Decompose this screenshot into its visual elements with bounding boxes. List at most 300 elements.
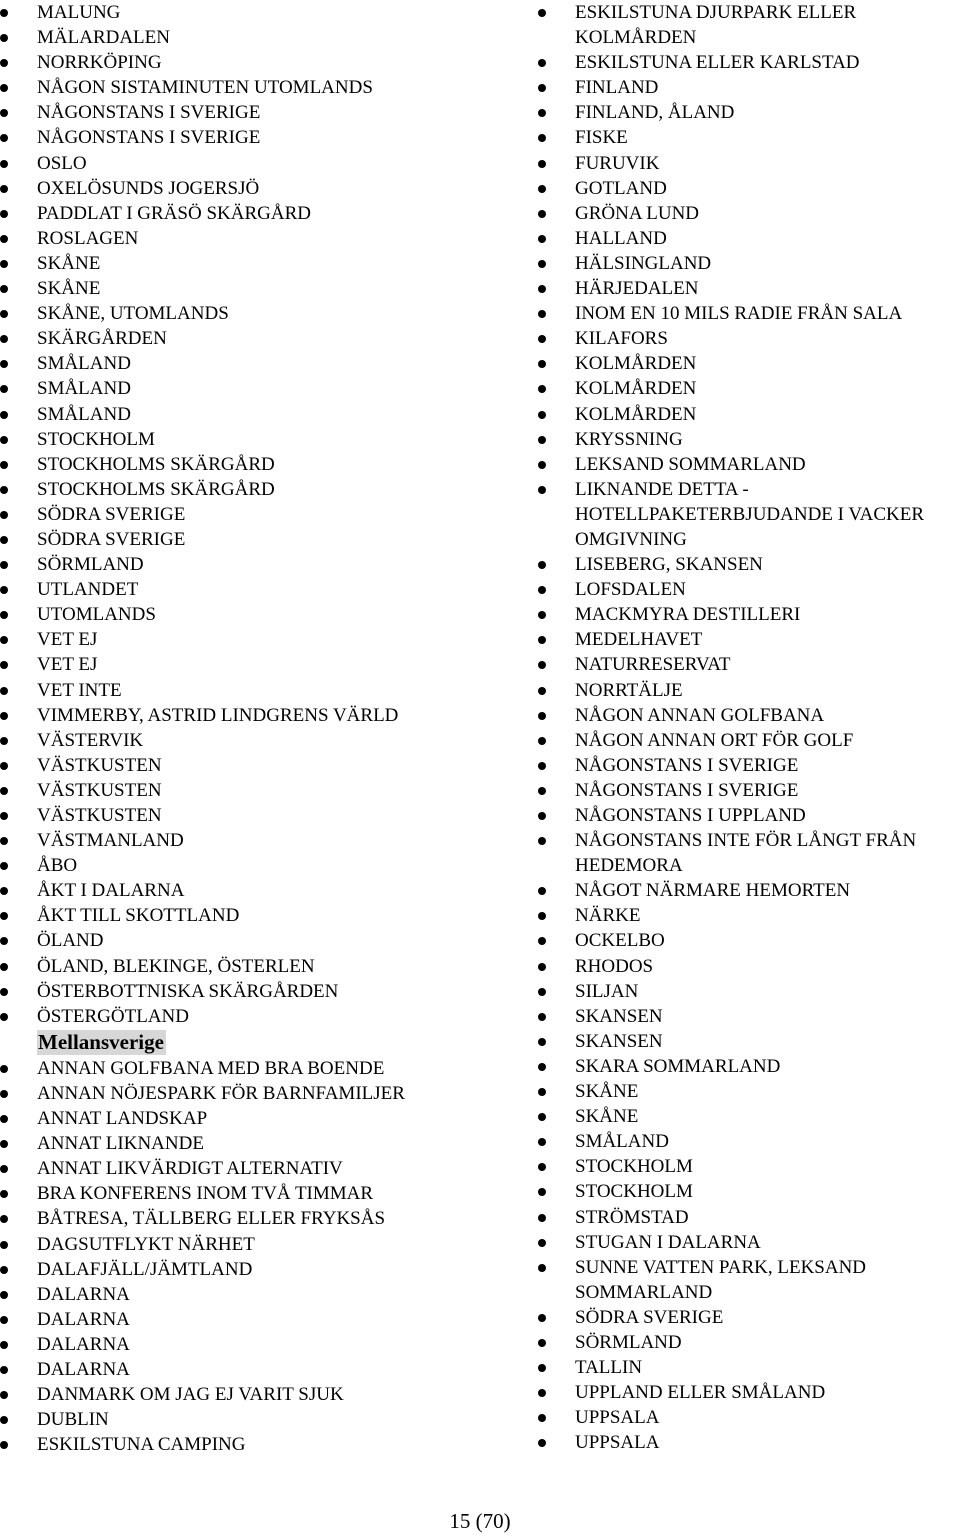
list-item <box>538 1129 960 1154</box>
list-item-text: DALARNA <box>37 1283 130 1305</box>
bullet-icon <box>538 235 546 243</box>
list-item-text: ÖSTERGÖTLAND <box>37 1005 189 1027</box>
bullet-icon <box>538 1339 546 1347</box>
list-item <box>0 226 470 251</box>
list-item <box>0 1357 470 1382</box>
list-item <box>0 778 470 803</box>
list-item <box>0 1156 470 1181</box>
bullet-icon <box>0 84 8 92</box>
bullet-icon <box>0 109 8 117</box>
list-item-text: OCKELBO <box>575 930 665 952</box>
list-item-text: ÖLAND, BLEKINGE, ÖSTERLEN <box>37 955 315 977</box>
list-item-text: VÄSTKUSTEN <box>37 805 162 826</box>
list-item <box>538 778 960 803</box>
bullet-icon <box>0 636 8 644</box>
list-item <box>0 427 470 452</box>
list-item-text: INOM EN 10 MILS RADIE FRÅN SALA <box>575 303 903 325</box>
list-item-text: KRYSSNING <box>575 428 683 450</box>
list-item-text: SMÅLAND <box>575 1131 669 1153</box>
list-item-text: SÖRMLAND <box>575 1331 682 1353</box>
list-item <box>0 1106 470 1131</box>
list-item-text: FURUVIK <box>575 152 660 174</box>
bullet-icon <box>0 737 8 745</box>
list-item <box>538 1430 960 1455</box>
bullet-icon <box>538 762 546 770</box>
list-item <box>538 1079 960 1104</box>
bullet-icon <box>538 937 546 945</box>
list-item-text: DALAFJÄLL/JÄMTLAND <box>37 1258 253 1280</box>
left-column-list <box>0 0 470 1457</box>
list-item-text: DALARNA <box>37 1358 130 1380</box>
list-item <box>538 1305 960 1330</box>
list-item-text: DANMARK OM JAG EJ VARIT SJUK <box>37 1384 344 1406</box>
bullet-icon <box>538 385 546 393</box>
list-item <box>0 703 470 728</box>
list-item-text: NÄRKE <box>575 905 641 927</box>
list-item-text: ANNAN GOLFBANA MED BRA BOENDE <box>37 1057 385 1079</box>
list-item-text: FINLAND, ÅLAND <box>575 102 735 124</box>
list-item-text: FINLAND <box>575 77 659 99</box>
list-item <box>0 50 470 75</box>
list-item <box>538 1179 960 1204</box>
bullet-icon <box>0 285 8 293</box>
bullet-icon <box>0 59 8 67</box>
list-item <box>538 627 960 652</box>
list-item-text: DUBLIN <box>37 1409 109 1431</box>
list-item <box>538 753 960 778</box>
list-item <box>0 0 470 25</box>
list-item <box>0 1432 470 1457</box>
bullet-icon <box>0 9 8 17</box>
list-item-text: DAGSUTFLYKT NÄRHET <box>37 1233 255 1255</box>
bullet-icon <box>538 285 546 293</box>
bullet-icon <box>0 586 8 594</box>
bullet-icon <box>538 1138 546 1146</box>
list-item-text: GOTLAND <box>575 177 667 199</box>
list-item-text: SKÄRGÅRDEN <box>37 328 167 350</box>
list-item <box>538 1205 960 1230</box>
list-item <box>0 201 470 226</box>
bullet-icon <box>0 661 8 669</box>
list-item-text: VÄSTMANLAND <box>37 830 184 852</box>
list-item <box>0 452 470 477</box>
list-item <box>0 176 470 201</box>
list-item-text: SKÅNE <box>37 278 101 300</box>
bullet-icon <box>538 812 546 820</box>
bullet-icon <box>538 210 546 218</box>
list-item <box>0 326 470 351</box>
bullet-icon <box>0 611 8 619</box>
list-item <box>0 552 470 577</box>
list-item <box>538 100 960 125</box>
list-item-text: NÅGONSTANS INTE FÖR LÅNGT FRÅN HEDEMORA <box>575 830 917 877</box>
bullet-icon <box>0 912 8 920</box>
list-item-text: ÅKT TILL SKOTTLAND <box>37 905 240 927</box>
list-item-text: MEDELHAVET <box>575 629 703 651</box>
list-item <box>0 1056 470 1081</box>
list-item-text: VIMMERBY, ASTRID LINDGRENS VÄRLD <box>37 704 399 726</box>
bullet-icon <box>538 1088 546 1096</box>
list-item <box>538 176 960 201</box>
bullet-icon <box>538 1163 546 1171</box>
list-item-text: UTLANDET <box>37 579 139 601</box>
bullet-icon <box>0 1140 8 1148</box>
list-item <box>0 301 470 326</box>
bullet-icon <box>0 1165 8 1173</box>
list-item <box>538 75 960 100</box>
bullet-icon <box>0 210 8 218</box>
list-item <box>538 1355 960 1380</box>
list-item <box>538 1029 960 1054</box>
list-item <box>538 201 960 226</box>
list-item-text: KOLMÅRDEN <box>575 403 697 425</box>
bullet-icon <box>0 762 8 770</box>
page-number: 15 (70) <box>449 1509 511 1533</box>
bullet-icon <box>538 134 546 142</box>
list-item <box>538 0 960 50</box>
bullet-icon <box>538 1314 546 1322</box>
bullet-icon <box>0 1090 8 1098</box>
list-item <box>538 1380 960 1405</box>
list-item <box>0 402 470 427</box>
list-item <box>538 928 960 953</box>
list-item-text: STRÖMSTAD <box>575 1206 689 1228</box>
list-item-text: SKÅNE, UTOMLANDS <box>37 303 229 325</box>
bullet-icon <box>538 59 546 67</box>
list-item <box>0 151 470 176</box>
list-item-text: SKÅNE <box>575 1106 639 1128</box>
list-item <box>0 1081 470 1106</box>
list-item <box>538 1405 960 1430</box>
bullet-icon <box>538 486 546 494</box>
bullet-icon <box>0 1366 8 1374</box>
list-item-text: OSLO <box>37 152 87 174</box>
section-heading-row <box>0 1029 470 1056</box>
bullet-icon <box>0 963 8 971</box>
list-item <box>538 954 960 979</box>
bullet-icon <box>538 335 546 343</box>
list-item <box>538 301 960 326</box>
list-item-text: HÄLSINGLAND <box>575 252 712 274</box>
list-item <box>538 577 960 602</box>
bullet-icon <box>0 812 8 820</box>
bullet-icon <box>538 787 546 795</box>
list-item <box>538 251 960 276</box>
bullet-icon <box>538 436 546 444</box>
bullet-icon <box>0 310 8 318</box>
bullet-icon <box>538 912 546 920</box>
bullet-icon <box>0 887 8 895</box>
list-item-text: NÅGONSTANS I SVERIGE <box>575 754 799 776</box>
list-item-text: VÄSTKUSTEN <box>37 779 162 801</box>
list-item-text: ANNAT LIKVÄRDIGT ALTERNATIV <box>37 1158 343 1180</box>
list-item-text: STOCKHOLMS SKÄRGÅRD <box>37 453 275 475</box>
list-item-text: SMÅLAND <box>37 353 131 375</box>
list-item-text: SUNNE VATTEN PARK, LEKSAND SOMMARLAND <box>575 1256 867 1303</box>
list-item <box>0 351 470 376</box>
list-item <box>0 627 470 652</box>
bullet-icon <box>538 1188 546 1196</box>
list-item-text: ANNAT LIKNANDE <box>37 1133 204 1155</box>
bullet-icon <box>0 235 8 243</box>
list-item <box>538 226 960 251</box>
list-item <box>0 1206 470 1231</box>
list-item-text: KOLMÅRDEN <box>575 378 697 400</box>
list-item-text: HALLAND <box>575 227 667 249</box>
list-item <box>538 1004 960 1029</box>
list-item-text: SILJAN <box>575 980 639 1002</box>
list-item <box>538 427 960 452</box>
bullet-icon <box>538 988 546 996</box>
list-item-text: NÅGONSTANS I SVERIGE <box>37 127 261 149</box>
list-item-text: BÅTRESA, TÄLLBERG ELLER FRYKSÅS <box>37 1208 386 1230</box>
list-item <box>0 100 470 125</box>
bullet-icon <box>538 260 546 268</box>
list-item-text: ÅKT I DALARNA <box>37 880 185 902</box>
list-item <box>0 954 470 979</box>
list-item <box>538 151 960 176</box>
list-item-text: ROSLAGEN <box>37 227 139 249</box>
list-item <box>0 125 470 150</box>
list-item <box>0 1232 470 1257</box>
bullet-icon <box>0 687 8 695</box>
list-item-text: NÅGONSTANS I SVERIGE <box>37 102 261 124</box>
list-item-text: SÖDRA SVERIGE <box>37 503 186 525</box>
list-item <box>0 753 470 778</box>
list-item-text: NORRKÖPING <box>37 52 162 74</box>
list-item-text: TALLIN <box>575 1357 643 1379</box>
bullet-icon <box>0 1316 8 1324</box>
list-item-text: MALUNG <box>37 2 121 23</box>
bullet-icon <box>0 160 8 168</box>
list-item-text: VÄSTERVIK <box>37 729 144 751</box>
list-item <box>538 903 960 928</box>
bullet-icon <box>538 586 546 594</box>
bullet-icon <box>538 1214 546 1222</box>
bullet-icon <box>0 134 8 142</box>
list-item-text: PADDLAT I GRÄSÖ SKÄRGÅRD <box>37 202 311 224</box>
bullet-icon <box>0 1190 8 1198</box>
bullet-icon <box>0 1215 8 1223</box>
list-item-text: SKÅNE <box>575 1081 639 1103</box>
list-item-text: SÖDRA SVERIGE <box>575 1306 724 1328</box>
bullet-icon <box>538 310 546 318</box>
list-item-text: NATURRESERVAT <box>575 654 731 676</box>
bullet-icon <box>538 1414 546 1422</box>
bullet-icon <box>538 1389 546 1397</box>
bullet-icon <box>538 963 546 971</box>
bullet-icon <box>538 1113 546 1121</box>
bullet-icon <box>0 1291 8 1299</box>
list-item-text: LEKSAND SOMMARLAND <box>575 453 806 475</box>
list-item-text: STOCKHOLM <box>37 428 155 450</box>
list-item-text: ESKILSTUNA ELLER KARLSTAD <box>575 52 860 74</box>
list-item-text: ESKILSTUNA CAMPING <box>37 1434 246 1456</box>
list-item-text: FISKE <box>575 127 628 149</box>
list-item <box>0 25 470 50</box>
bullet-icon <box>538 1013 546 1021</box>
bullet-icon <box>0 335 8 343</box>
list-item-text: SKANSEN <box>575 1030 663 1052</box>
list-item-text: LIKNANDE DETTA - HOTELLPAKETERBJUDANDE I VACKER OMGIVNING <box>575 478 925 550</box>
list-item <box>538 50 960 75</box>
bullet-icon <box>0 360 8 368</box>
list-item <box>0 1382 470 1407</box>
bullet-icon <box>0 411 8 419</box>
list-item-text: ÅBO <box>37 855 78 877</box>
list-item-text: LISEBERG, SKANSEN <box>575 554 763 576</box>
list-item <box>538 979 960 1004</box>
bullet-icon <box>0 787 8 795</box>
list-item <box>538 828 960 878</box>
bullet-icon <box>0 1115 8 1123</box>
list-item <box>0 1181 470 1206</box>
bullet-icon <box>538 84 546 92</box>
list-item-text: UTOMLANDS <box>37 604 156 626</box>
bullet-icon <box>538 611 546 619</box>
list-item <box>0 1407 470 1432</box>
list-item-text: NÅGON SISTAMINUTEN UTOMLANDS <box>37 77 373 99</box>
list-item <box>0 728 470 753</box>
list-item-text: SMÅLAND <box>37 378 131 400</box>
list-item <box>0 678 470 703</box>
list-item-text: STOCKHOLM <box>575 1156 693 1178</box>
list-item-text: HÄRJEDALEN <box>575 278 699 300</box>
list-item <box>0 828 470 853</box>
list-item <box>0 652 470 677</box>
list-item <box>0 75 470 100</box>
list-item-text: VET EJ <box>37 629 98 651</box>
list-item <box>538 678 960 703</box>
bullet-icon <box>0 1065 8 1073</box>
list-item <box>0 376 470 401</box>
list-item-text: VÄSTKUSTEN <box>37 754 162 776</box>
list-item <box>0 1257 470 1282</box>
bullet-icon <box>538 712 546 720</box>
bullet-icon <box>0 536 8 544</box>
bullet-icon <box>0 1441 8 1449</box>
bullet-icon <box>538 837 546 845</box>
bullet-icon <box>538 1264 546 1272</box>
section-heading: Mellansverige <box>38 1029 164 1054</box>
list-item <box>0 527 470 552</box>
list-item-text: VET INTE <box>37 679 122 701</box>
list-item-text: STUGAN I DALARNA <box>575 1231 761 1253</box>
list-item <box>0 276 470 301</box>
bullet-icon <box>0 862 8 870</box>
bullet-icon <box>538 636 546 644</box>
bullet-icon <box>0 712 8 720</box>
bullet-icon <box>538 9 546 17</box>
list-item-text: NÅGONSTANS I UPPLAND <box>575 805 806 826</box>
list-item-text: MACKMYRA DESTILLERI <box>575 604 801 626</box>
list-item-text: KILAFORS <box>575 328 668 350</box>
list-item <box>538 878 960 903</box>
bullet-icon <box>0 1013 8 1021</box>
bullet-icon <box>538 1439 546 1447</box>
list-item-text: VET EJ <box>37 654 98 676</box>
list-item <box>538 602 960 627</box>
list-item <box>538 376 960 401</box>
list-item-text: OXELÖSUNDS JOGERSJÖ <box>37 177 260 199</box>
list-item <box>0 602 470 627</box>
list-item <box>0 928 470 953</box>
list-item-text: ESKILSTUNA DJURPARK ELLER KOLMÅRDEN <box>575 2 857 49</box>
list-item <box>0 1131 470 1156</box>
bullet-icon <box>0 185 8 193</box>
bullet-icon <box>538 1239 546 1247</box>
list-item <box>538 652 960 677</box>
list-item-text: STOCKHOLMS SKÄRGÅRD <box>37 478 275 500</box>
list-item-text: DALARNA <box>37 1333 130 1355</box>
bullet-icon <box>538 737 546 745</box>
list-item-text: NÅGON ANNAN GOLFBANA <box>575 704 825 726</box>
list-item <box>0 502 470 527</box>
bullet-icon <box>538 561 546 569</box>
list-item <box>0 853 470 878</box>
list-item-text: NÅGOT NÄRMARE HEMORTEN <box>575 880 851 902</box>
list-item <box>538 276 960 301</box>
list-item <box>538 728 960 753</box>
bullet-icon <box>538 1038 546 1046</box>
list-item <box>0 979 470 1004</box>
bullet-icon <box>538 160 546 168</box>
list-item-text: UPPSALA <box>575 1432 660 1454</box>
list-item <box>538 1054 960 1079</box>
bullet-icon <box>0 988 8 996</box>
bullet-icon <box>0 837 8 845</box>
bullet-icon <box>0 1341 8 1349</box>
list-item <box>538 452 960 477</box>
list-item <box>0 251 470 276</box>
list-item-text: STOCKHOLM <box>575 1181 693 1203</box>
bullet-icon <box>0 461 8 469</box>
list-item-text: LOFSDALEN <box>575 579 686 601</box>
bullet-icon <box>538 185 546 193</box>
list-item-text: SKARA SOMMARLAND <box>575 1055 781 1077</box>
bullet-icon <box>538 109 546 117</box>
bullet-icon <box>0 561 8 569</box>
list-item <box>0 477 470 502</box>
list-item <box>0 878 470 903</box>
list-item-text: KOLMÅRDEN <box>575 353 697 375</box>
list-item-text: RHODOS <box>575 955 654 977</box>
bullet-icon <box>538 687 546 695</box>
list-item <box>538 1330 960 1355</box>
bullet-icon <box>0 385 8 393</box>
list-item-text: GRÖNA LUND <box>575 202 700 224</box>
bullet-icon <box>538 360 546 368</box>
list-item-text: SMÅLAND <box>37 403 131 425</box>
bullet-icon <box>0 937 8 945</box>
list-item <box>538 326 960 351</box>
right-column-list <box>538 0 960 1455</box>
list-item-text: SÖDRA SVERIGE <box>37 528 186 550</box>
list-item <box>0 1332 470 1357</box>
bullet-icon <box>538 411 546 419</box>
list-item <box>538 125 960 150</box>
list-item <box>538 351 960 376</box>
list-item <box>538 803 960 828</box>
list-item <box>538 1104 960 1129</box>
list-item-text: NÅGONSTANS I SVERIGE <box>575 779 799 801</box>
list-item <box>538 552 960 577</box>
list-item-text: NÅGON ANNAN ORT FÖR GOLF <box>575 729 854 751</box>
list-item-text: BRA KONFERENS INOM TVÅ TIMMAR <box>37 1183 374 1205</box>
list-item <box>538 1255 960 1305</box>
list-item-text: UPPLAND ELLER SMÅLAND <box>575 1382 826 1404</box>
list-item-text: ANNAN NÖJESPARK FÖR BARNFAMILJER <box>37 1082 405 1104</box>
